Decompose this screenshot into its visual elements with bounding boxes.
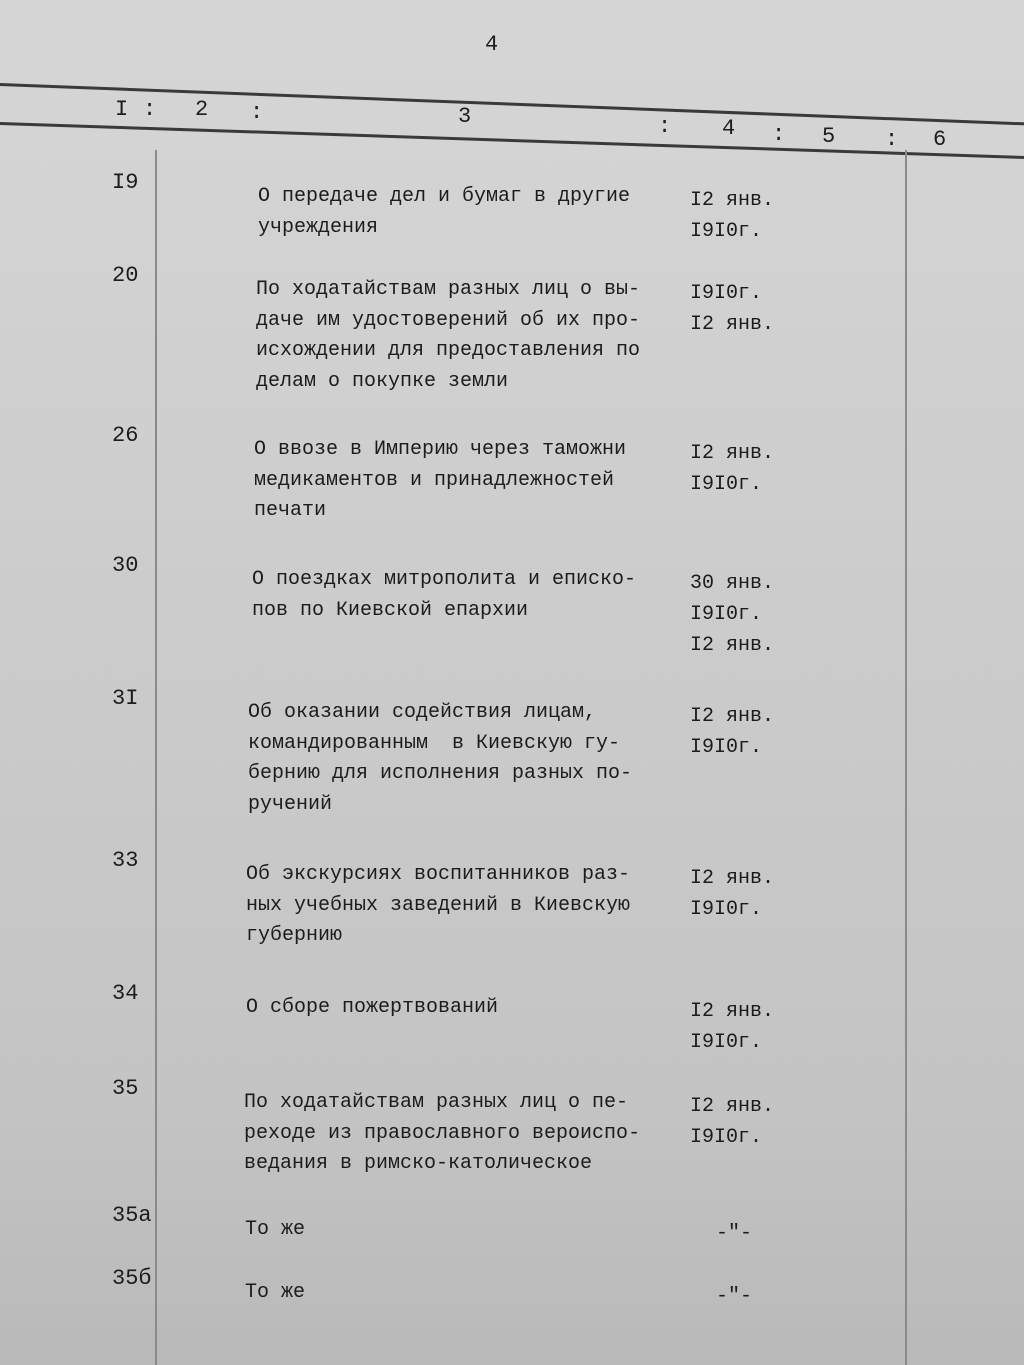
row-date-line: -"- <box>716 1285 753 1308</box>
row-description-line: командированным в Киевскую гу- <box>248 731 621 755</box>
row-date-line: I9I0г. <box>690 220 763 243</box>
row-description-line: То же <box>245 1218 306 1241</box>
row-date-line: I2 янв. <box>690 1095 775 1118</box>
column-separator: : <box>143 97 157 122</box>
row-number: 35а <box>112 1203 152 1228</box>
row-description-line: О сборе пожертвований <box>246 996 499 1019</box>
row-date-line: I9I0г. <box>690 473 763 496</box>
row-description-line: исхождении для предоставления по <box>256 339 641 362</box>
row-description-line: губернию <box>246 924 343 947</box>
row-number: 3I <box>112 686 139 711</box>
row-date-line: I2 янв. <box>690 705 775 728</box>
row-date-line: I2 янв. <box>690 634 775 657</box>
row-date-line: I2 янв. <box>690 1000 775 1023</box>
row-description-line: медикаментов и принадлежностей <box>254 468 615 492</box>
row-date-line: I2 янв. <box>690 313 775 336</box>
column-separator: : <box>658 114 672 139</box>
row-date-line: I9I0г. <box>690 898 763 921</box>
row-description-line: О ввозе в Империю через таможни <box>254 438 627 461</box>
page-number: 4 <box>485 32 499 57</box>
column-rule-right <box>905 150 907 1365</box>
row-description-line: реходе из православного вероиспо- <box>244 1121 641 1145</box>
column-header-3: 3 <box>458 104 472 129</box>
column-separator: : <box>772 122 786 147</box>
row-date-line: I9I0г. <box>690 736 763 759</box>
row-date-line: I9I0г. <box>690 603 763 626</box>
row-description-line: печати <box>254 499 327 522</box>
row-description-line: Об оказании содействия лицам, <box>248 701 597 724</box>
row-description-line: бернию для исполнения разных по- <box>248 762 633 785</box>
row-description-line: ручений <box>248 792 333 816</box>
column-separator: : <box>250 100 264 125</box>
row-number: I9 <box>112 170 139 195</box>
row-number: 34 <box>112 981 139 1006</box>
row-number: 20 <box>112 263 139 288</box>
row-date-line: I2 янв. <box>690 442 775 465</box>
column-header-4: 4 <box>722 116 736 141</box>
row-date-line: I9I0г. <box>690 282 763 305</box>
row-date-line: I2 янв. <box>690 189 775 212</box>
row-description-line: Об экскурсиях воспитанников раз- <box>246 863 631 886</box>
row-description-line: О передаче дел и бумаг в другие <box>258 185 631 208</box>
row-description-line: пов по Киевской епархии <box>252 598 529 622</box>
row-number: 35 <box>112 1076 139 1101</box>
row-number: 35б <box>112 1266 152 1291</box>
row-number: 33 <box>112 848 139 873</box>
row-description-line: ных учебных заведений в Киевскую <box>246 893 631 917</box>
row-description-line: По ходатайствам разных лиц о пе- <box>244 1091 629 1114</box>
column-rule-left <box>155 150 157 1365</box>
column-separator: : <box>885 127 899 152</box>
row-date-line: -"- <box>716 1222 753 1245</box>
row-description-line: По ходатайствам разных лиц о вы- <box>256 278 641 301</box>
row-date-line: I9I0г. <box>690 1126 763 1149</box>
row-description-line: О поездках митрополита и еписко- <box>252 568 637 591</box>
row-description-line: ведания в римско-католическое <box>244 1152 593 1175</box>
column-header-2: 2 <box>195 97 209 122</box>
row-description-line: делам о покупке земли <box>256 369 509 393</box>
row-number: 30 <box>112 553 139 578</box>
row-date-line: 30 янв. <box>690 572 775 595</box>
row-date-line: I9I0г. <box>690 1031 763 1054</box>
row-description-line: То же <box>245 1281 306 1304</box>
row-number: 26 <box>112 423 139 448</box>
row-date-line: I2 янв. <box>690 867 775 890</box>
row-description-line: учреждения <box>258 215 379 239</box>
column-header-1: I <box>115 97 129 122</box>
column-header-5: 5 <box>822 124 836 149</box>
row-description-line: даче им удостоверений об их про- <box>256 308 641 332</box>
header-rule-bottom <box>0 122 1024 159</box>
column-header-6: 6 <box>933 127 947 152</box>
